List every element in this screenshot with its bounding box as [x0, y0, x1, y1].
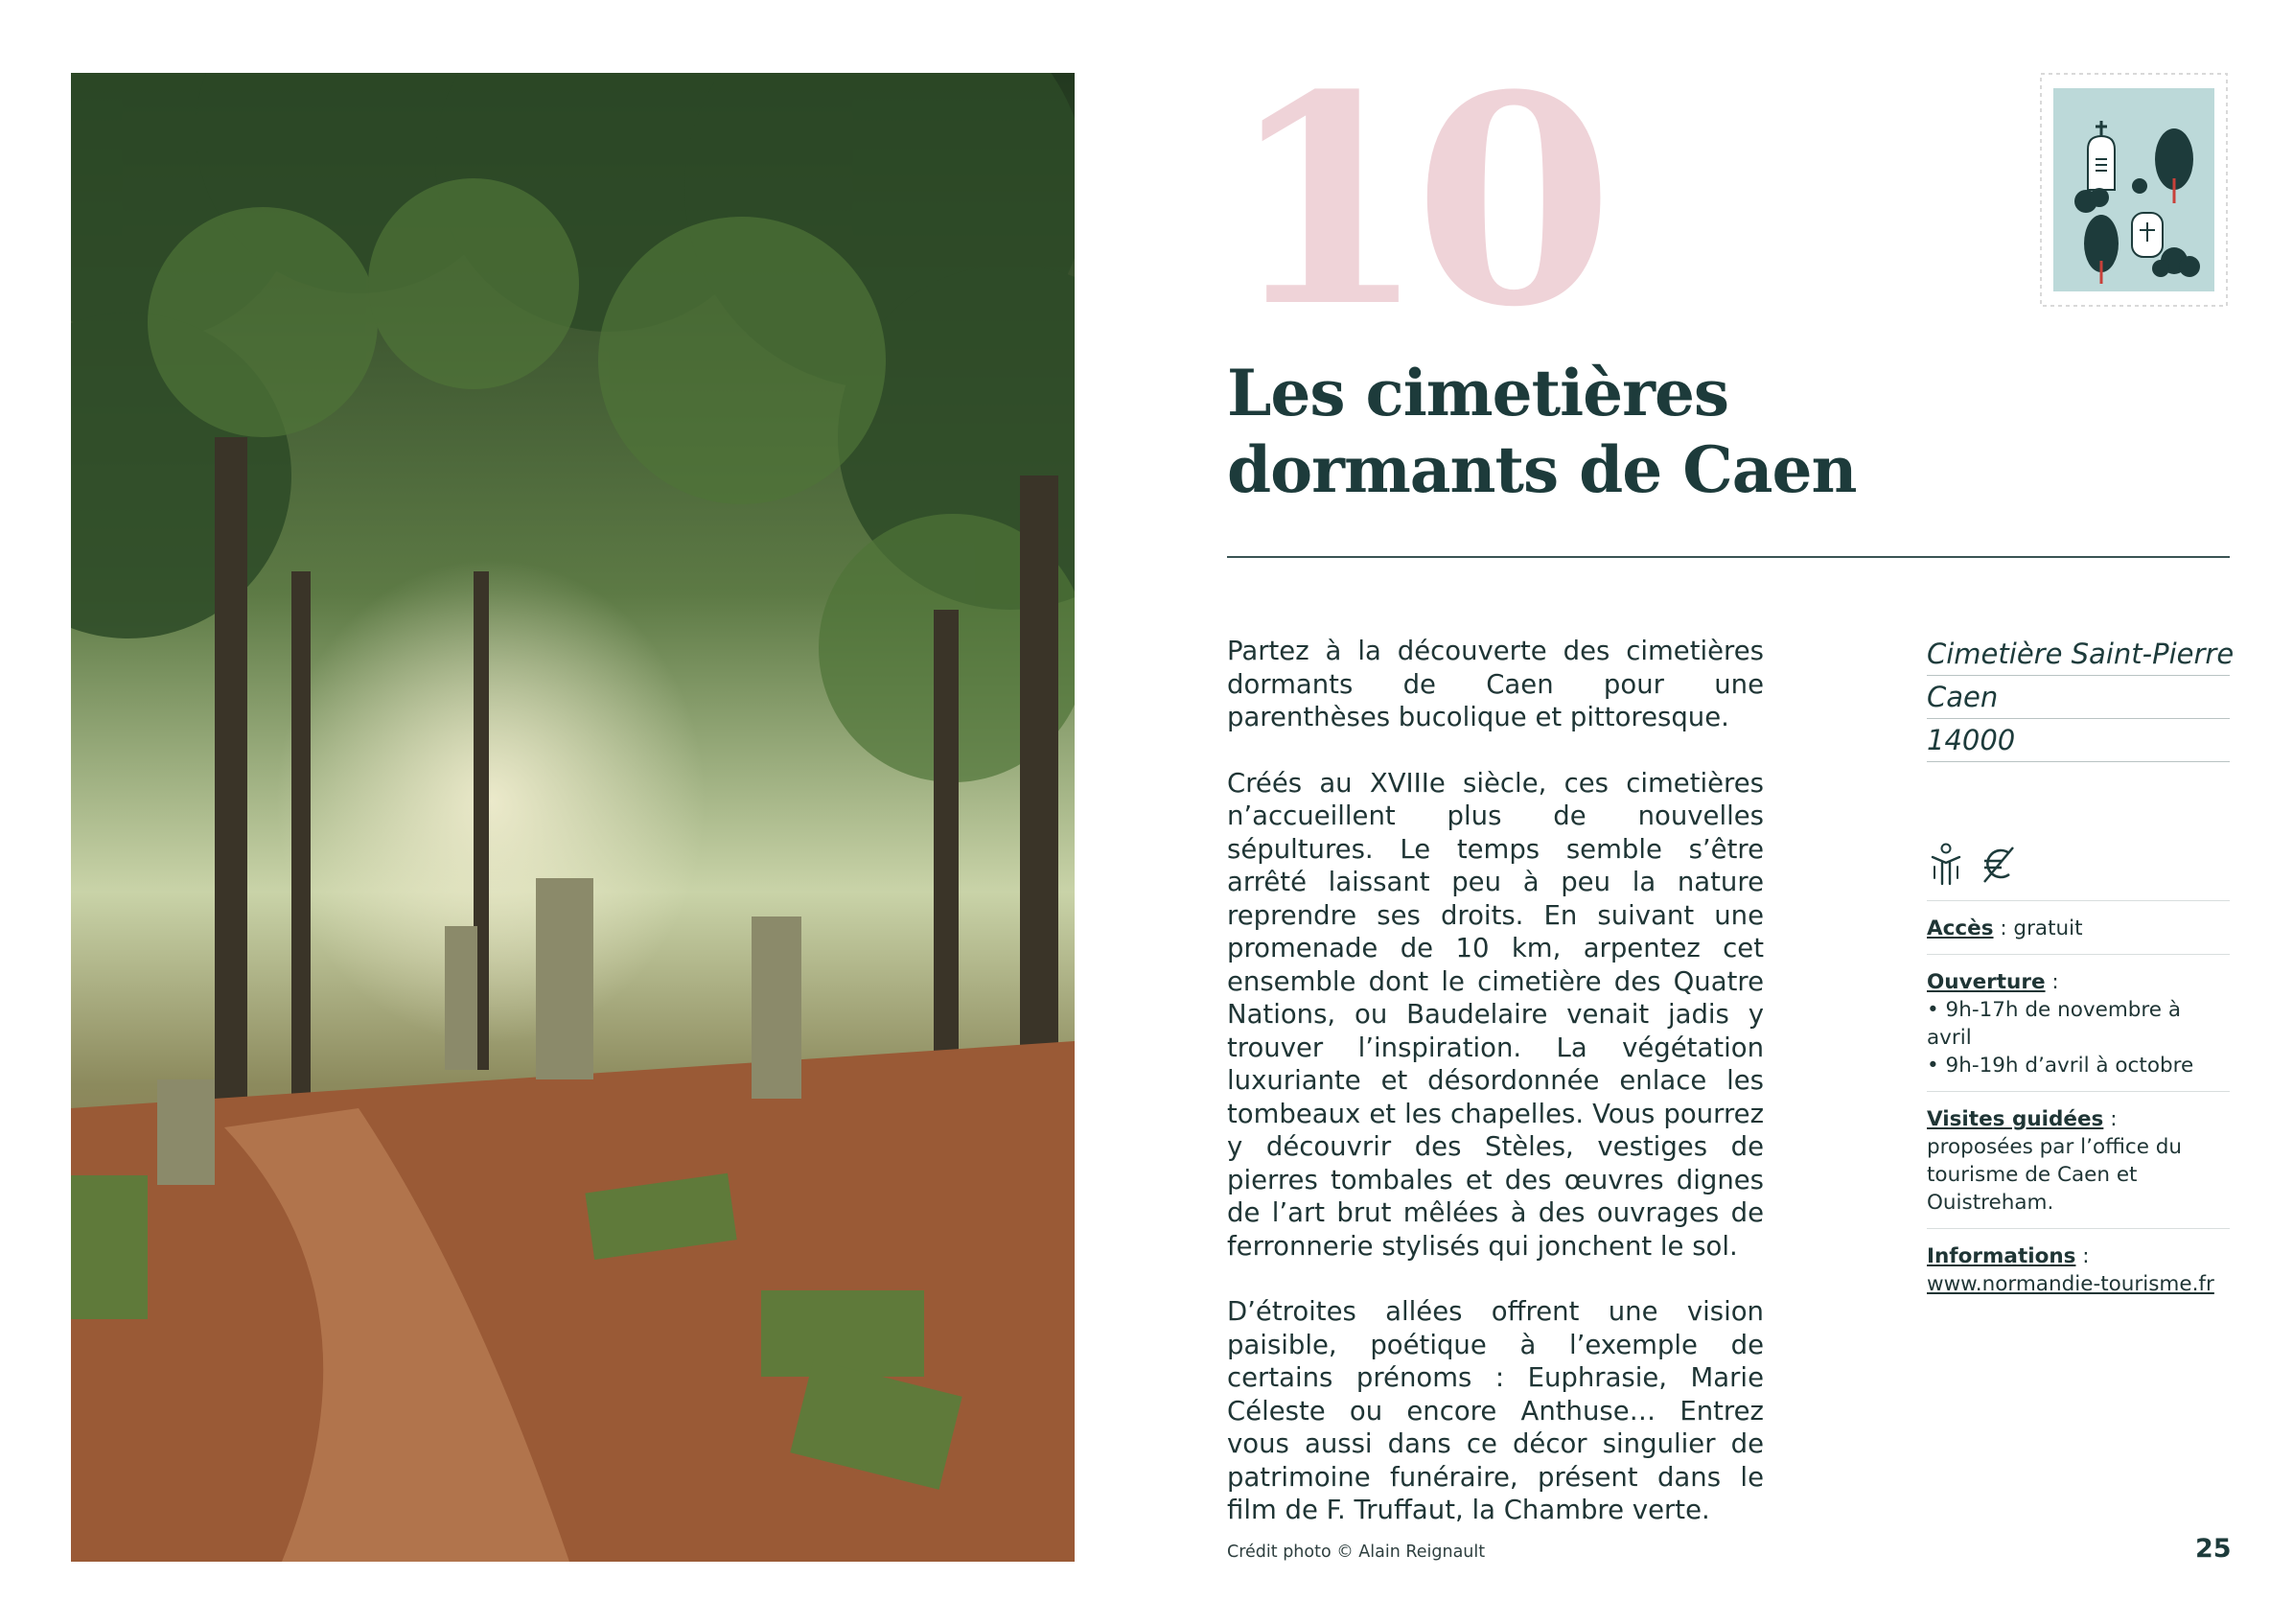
- info-informations: [1927, 1228, 2230, 1310]
- info-visites: [1927, 1091, 2230, 1228]
- euro-crossed-icon: [1979, 842, 2017, 890]
- article-body: [1227, 635, 1764, 1560]
- acces-value: : gratuit: [1993, 916, 2083, 940]
- ouverture-label: Ouverture: [1927, 970, 2046, 994]
- paragraph-history: Créés au XVIIIe siècle, ces cimetières n’accueillent plus de nouvelles sépultures. Le temps semble s’être arrêté laissant peu à peu la nature reprendre ses droits. En suivant une promenade de 10 km, arpentez cet ensemble dont le cimetière des Quatre Nations, ou Baudelaire venait jadis y trouver l’inspiration. La végétation luxuriante et désordonnée enlace les tombeaux et les chapelles. Vous pourrez y découvrir des Stèles, vestiges de pierres tombales et des œuvres dignes de l’art brut mêlées à des ouvrages de ferronnerie stylisés qui jonchent le sol.: [1227, 767, 1764, 1262]
- address-postcode: 14000: [1927, 719, 2230, 762]
- address-city: Caen: [1927, 676, 2230, 719]
- page-number: 25: [2195, 1534, 2232, 1564]
- address-place: Cimetière Saint-Pierre: [1927, 633, 2230, 676]
- informations-label: Informations: [1927, 1244, 2076, 1268]
- visites-label: Visites guidées: [1927, 1107, 2104, 1131]
- info-ouverture: [1927, 954, 2230, 1091]
- ouverture-hours-winter: • 9h-17h de novembre à avril: [1927, 998, 2182, 1050]
- visites-value: : proposées par l’office du tourisme de Caen et Ouistreham.: [1927, 1107, 2183, 1215]
- info-acces: [1927, 900, 2230, 954]
- page-title: [1227, 355, 1956, 508]
- feature-icons: [1927, 841, 2230, 891]
- practical-info-sidebar: [1927, 633, 2235, 1310]
- ouverture-hours-summer: • 9h-19h d’avril à octobre: [1927, 1054, 2194, 1078]
- website-link[interactable]: www.normandie-tourisme.fr: [1927, 1272, 2214, 1296]
- paragraph-closing: D’étroites allées offrent une vision paisible, poétique à l’exemple de certains prénoms : Euphrasie, Marie Céleste ou encore Anthuse… Entrez vous aussi dans ce décor singulier de patrimoine funéraire, présent dans le film de F. Truffaut, la Chambre verte.: [1227, 1296, 1764, 1525]
- accessibility-walk-icon: [1927, 842, 1965, 890]
- entry-number: 10: [1227, 32, 1601, 370]
- title-line-1: Les cimetières: [1227, 356, 1729, 430]
- title-line-2: dormants de Caen: [1227, 432, 1857, 507]
- title-divider: [1227, 556, 2230, 558]
- acces-label: Accès: [1927, 916, 1994, 940]
- cemetery-stamp-icon: [2040, 73, 2228, 307]
- informations-sep: :: [2075, 1244, 2090, 1268]
- cemetery-forest-photo: [71, 73, 1075, 1562]
- paragraph-intro: Partez à la découverte des cimetières dormants de Caen pour une parenthèses bucolique et pittoresque.: [1227, 636, 1764, 732]
- photo-credit: Crédit photo © Alain Reignault: [1227, 1543, 1486, 1562]
- ouverture-sep: :: [2045, 970, 2059, 994]
